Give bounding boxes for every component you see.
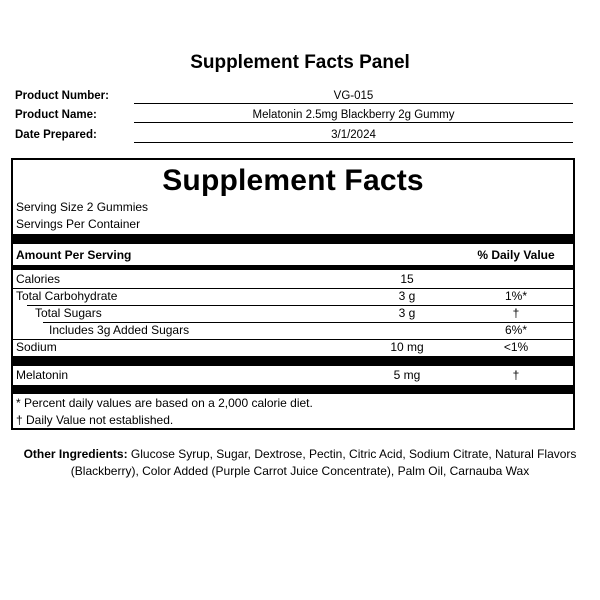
nutrient-amount: 10 mg [390,340,424,354]
table-row [13,271,573,288]
product-number-label: Product Number: [15,90,109,102]
nutrient-amount: 15 [400,272,414,286]
nutrient-name: Total Sugars [35,306,102,320]
supplement-facts-box [11,158,575,430]
product-number-value: VG-015 [333,90,374,102]
meta-row-product-name [15,103,573,123]
table-row [13,305,573,322]
nutrient-dv: † [512,368,520,382]
other-ingredients [20,446,580,480]
meta-row-date-prepared [15,123,573,143]
footnote-daily-value: † Daily Value not established. [16,413,174,427]
product-name-value: Melatonin 2.5mg Blackberry 2g Gummy [252,109,455,121]
nutrient-dv: 6%* [504,323,527,337]
thick-divider [13,385,573,394]
footnote-percent-daily: * Percent daily values are based on a 2,000 calorie diet. [16,396,313,410]
facts-title: Supplement Facts [162,164,424,197]
table-row [13,367,573,384]
nutrient-name: Sodium [16,340,57,354]
meta-row-product-number [15,84,573,104]
daily-value-header: % Daily Value [477,248,555,262]
table-row [13,322,573,339]
nutrient-amount: 3 g [398,289,416,303]
amount-per-serving-header: Amount Per Serving [16,248,132,262]
nutrient-name: Includes 3g Added Sugars [49,323,190,337]
nutrient-name: Total Carbohydrate [16,289,118,303]
date-prepared-label: Date Prepared: [15,129,97,141]
panel-title: Supplement Facts Panel [190,52,410,73]
nutrient-name: Calories [16,272,61,286]
table-row [13,339,573,356]
nutrient-dv: † [512,306,520,320]
other-ingredients-text: Glucose Syrup, Sugar, Dextrose, Pectin, Citric Acid, Sodium Citrate, Natural Flavors (Blackberry), Color Added (Purple Carrot Juice Concentrate), Palm Oil, Carnauba Wax [70,447,577,478]
nutrient-amount: 5 mg [393,368,421,382]
thick-divider [13,356,573,366]
nutrient-dv: 1%* [504,289,527,303]
date-prepared-value: 3/1/2024 [331,129,376,141]
medium-divider [13,265,573,270]
nutrient-dv: <1% [503,340,529,354]
divider [134,142,573,143]
servings-per-container: Servings Per Container [16,217,141,231]
thick-divider [13,234,573,244]
other-ingredients-label: Other Ingredients: [23,447,128,461]
nutrient-amount: 3 g [398,306,416,320]
table-row [13,288,573,305]
product-name-label: Product Name: [15,109,97,121]
serving-size: Serving Size 2 Gummies [16,200,149,214]
nutrient-name: Melatonin [16,368,69,382]
